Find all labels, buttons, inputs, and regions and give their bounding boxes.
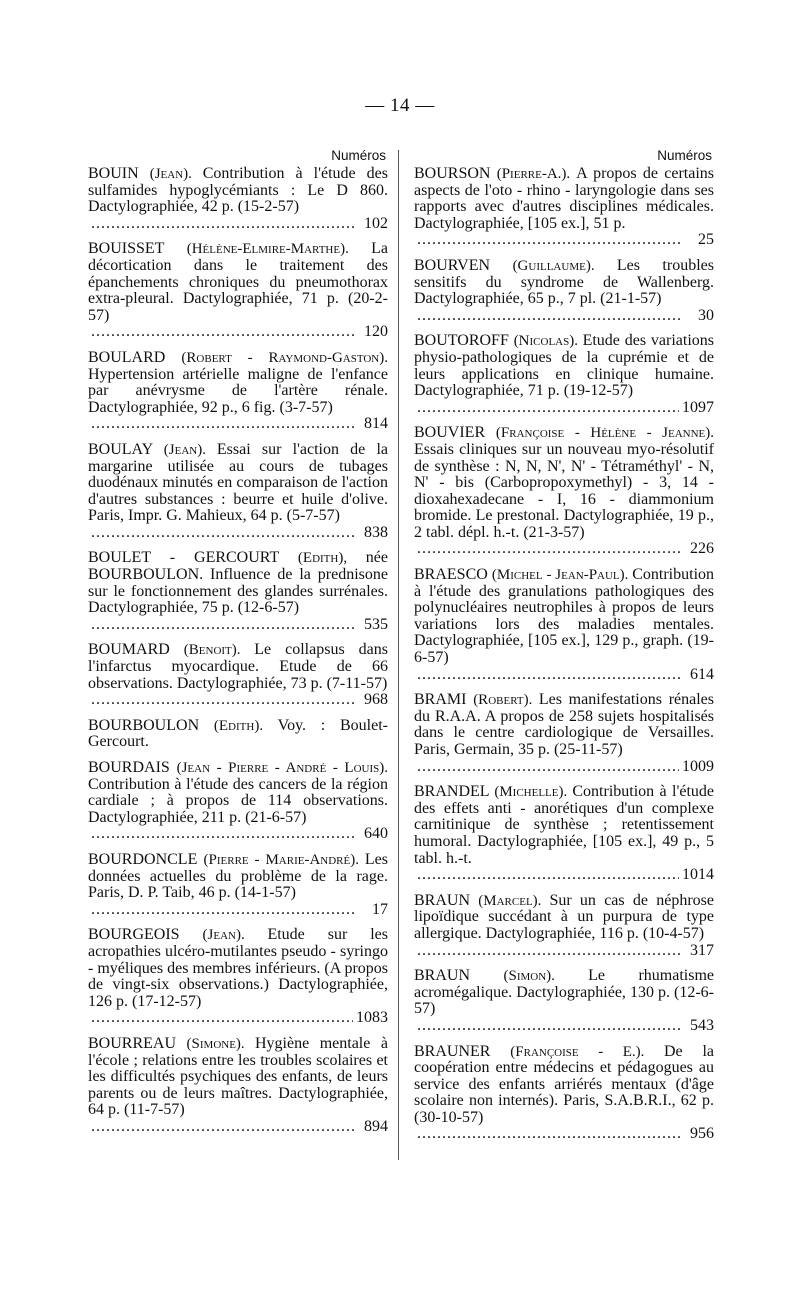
thesis-number: 838 <box>364 523 388 541</box>
index-entry <box>414 425 714 558</box>
author-surname: BOURGEOIS <box>88 926 203 944</box>
thesis-description: Hypertension artérielle maligne de l'enfance par anévrysme de l'artère rénale. Dactylographiée, 92 p., 6 fig. (3-7-57) <box>88 365 388 416</box>
thesis-number: 614 <box>690 665 714 683</box>
index-entry <box>88 442 388 542</box>
leader-dots <box>91 692 357 709</box>
thesis-number: 25 <box>698 231 714 249</box>
leader-dots <box>91 216 357 233</box>
leader-dots <box>417 667 683 684</box>
index-entry <box>88 718 388 751</box>
thesis-number: 102 <box>364 214 388 232</box>
author-given-names: (Guillaume). <box>512 257 617 274</box>
thesis-number: 226 <box>690 540 714 558</box>
thesis-number: 543 <box>690 1016 714 1034</box>
index-entry <box>88 760 388 843</box>
column-header: Numéros <box>657 148 712 163</box>
leader-dots <box>91 1119 357 1136</box>
thesis-number: 814 <box>364 415 388 433</box>
author-given-names: (Edith). <box>213 717 278 734</box>
thesis-description: Contribution à l'étude des sulfamides hypoglycémiants : Le D 860. Dactylographiée, 42 p. (15-2-57) <box>88 165 389 216</box>
index-entry <box>88 852 388 918</box>
thesis-description: Les troubles sensitifs du syndrome de Wallenberg. Dactylographiée, 65 p., 7 pl. (21-1-57) <box>414 256 714 308</box>
author-surname: BOURREAU <box>88 1034 187 1052</box>
thesis-number: 317 <box>690 941 714 959</box>
column-divider <box>398 150 399 1160</box>
author-given-names: (Robert - Raymond-Gaston). <box>181 349 388 366</box>
author-given-names: (Edith), <box>297 550 366 567</box>
thesis-number: 894 <box>364 1117 388 1135</box>
author-surname: BOURDAIS <box>88 759 177 776</box>
author-surname: BOULARD <box>88 348 182 366</box>
author-surname: BOULAY <box>88 440 164 458</box>
author-given-names: (Françoise - E.). <box>510 1043 664 1060</box>
index-entry <box>414 333 714 416</box>
author-surname: BOUTOROFF <box>414 332 514 350</box>
index-entry <box>414 1044 714 1144</box>
thesis-number: 956 <box>690 1125 714 1143</box>
author-given-names: (Nicolas). <box>513 333 583 350</box>
leader-dots <box>91 902 357 919</box>
leader-dots <box>91 324 357 341</box>
author-given-names: (Marcel). <box>478 892 550 909</box>
leader-dots <box>91 826 357 843</box>
author-given-names: (Hélène-Elmire-Marthe). <box>186 241 372 258</box>
right-column <box>414 148 714 1152</box>
thesis-description: Les données actuelles du problème de la rage. Paris, D. P. Taib, 46 p. (14-1-57) <box>88 850 389 902</box>
leader-dots <box>417 759 679 776</box>
thesis-description: Essais cliniques sur un nouveau myo-résolutif de synthèse : N, N, N', N' - Tétraméthyl' - N, N' - bis (Carbopropoxymethyl) - 3, 14 - dioxahexadecane - I, 16 - diammonium bromide. Le prestonal. Dactylographiée, 19 p., 2 tabl. dépl. h.-t. (21-3-57) <box>414 440 714 541</box>
thesis-description: Etude sur les acropathies ulcéro-mutilantes pseudo - syringo - myéliques des membres inférieurs. (A propos de vingt-six observations.) Dactylographiée, 126 p. (17-12-57) <box>88 926 389 1010</box>
author-given-names: (Simon). <box>503 968 589 985</box>
author-given-names: (Michelle). <box>494 784 573 801</box>
author-given-names: (Jean). <box>163 441 217 458</box>
thesis-description: Voy. : Boulet-Gercourt. <box>88 716 388 751</box>
leader-dots <box>91 617 357 634</box>
author-given-names: (Benoit). <box>183 642 255 659</box>
leader-dots <box>417 541 683 558</box>
leader-dots <box>417 308 683 325</box>
thesis-description: Contribution à l'étude des cancers de la région cardiale ; à propos de 114 observations. Dactylographiée, 211 p. (21-6-57) <box>88 775 388 826</box>
index-entry <box>88 1036 388 1136</box>
thesis-number: 535 <box>364 615 388 633</box>
index-entry <box>414 166 714 249</box>
thesis-description: Hygiène mentale à l'école ; relations entre les troubles scolaires et les difficultés psychiques des enfants, de leurs parents ou de leurs maîtres. Dactylographiée, 64 p. (11-7-57) <box>88 1034 388 1119</box>
author-surname: BOULET - GERCOURT <box>88 549 298 567</box>
author-given-names: (Jean). <box>202 927 268 944</box>
index-entry <box>88 642 388 708</box>
author-given-names: (Robert). <box>473 692 539 709</box>
leader-dots <box>417 1018 683 1035</box>
thesis-description: Etude des variations physio-pathologiques de la cuprémie et de leurs applications en clinique humaine. Dactylographiée, 71 p. (19-12-57) <box>414 332 714 400</box>
author-surname: BOUIN <box>88 165 150 182</box>
thesis-number: 120 <box>364 323 388 341</box>
thesis-description: Le collapsus dans l'infarctus myocardique. Etude de 66 observations. Dactylographiée, 73 p. (7-11-57) <box>88 641 388 692</box>
thesis-number: 30 <box>698 306 714 324</box>
thesis-description: Contribution à l'étude des effets anti - anorétiques d'un complexe carnitinique de synthèse ; retentissement humoral. Dactylographiée, [105 ex.], 49 p., 5 tabl. h.-t. <box>414 783 714 867</box>
thesis-number: 640 <box>364 825 388 843</box>
leader-dots <box>417 400 679 417</box>
thesis-description: Essai sur l'action de la margarine utilisée au cours de tubages duodénaux minutés en comparaison de l'action d'autres substances : beurre et huile d'olive. Paris, Impr. G. Mahieux, 64 p. (5-7-57) <box>88 440 388 525</box>
thesis-number: 968 <box>364 691 388 709</box>
leader-dots <box>417 1126 683 1143</box>
author-surname: BRAUNER <box>414 1042 511 1060</box>
thesis-description: De la coopération entre médecins et pédagogues au service des enfants arriérés mentaux (d'âge scolaire non internés). Paris, S.A.B.R.I., 62 p. (30-10-57) <box>414 1042 715 1126</box>
author-given-names: (Simone). <box>186 1035 255 1052</box>
author-given-names: (Pierre - Marie-André). <box>203 851 365 868</box>
thesis-number: 1009 <box>682 757 714 775</box>
author-given-names: (Françoise - Hélène - Jeanne). <box>495 425 714 442</box>
leader-dots <box>417 943 683 960</box>
author-surname: BRAMI <box>414 691 474 709</box>
author-surname: BOURDONCLE <box>88 850 204 868</box>
author-surname: BRAUN <box>414 891 479 909</box>
author-surname: BOUMARD <box>88 641 184 659</box>
leader-dots <box>417 867 679 884</box>
thesis-description: La décortication dans le traitement des épanchements chroniques du pneumothorax extra-pleural. Dactylographiée, 71 p. (20-2-57) <box>88 240 388 324</box>
thesis-number: 1097 <box>682 398 714 416</box>
thesis-number: 1083 <box>356 1009 388 1027</box>
thesis-description: Contribution à l'étude des granulations pathologiques des polynucléaires neutrophiles à propos de leurs variations lors des maladies mentales. Dactylographiée, [105 ex.], 129 p., graph. (19-6-57) <box>414 566 715 667</box>
thesis-number: 1014 <box>682 866 714 884</box>
author-given-names: (Jean - Pierre - André - Louis). <box>176 760 388 776</box>
index-entry <box>414 258 714 324</box>
index-entry <box>88 241 388 341</box>
index-entry <box>88 166 388 232</box>
index-entry <box>88 550 388 633</box>
index-entry <box>88 350 388 433</box>
thesis-description: née BOURBOULON. Influence de la prednisone sur le fonctionnement des glandes surrénales. Dactylographiée, 75 p. (12-6-57) <box>88 549 388 617</box>
leader-dots <box>91 416 357 433</box>
author-surname: BOUVIER <box>414 424 496 442</box>
author-surname: BOURSON <box>414 165 497 182</box>
index-entry <box>414 784 714 884</box>
author-surname: BRAESCO <box>414 566 492 584</box>
author-surname: BOUISSET <box>88 240 187 258</box>
thesis-number: 17 <box>372 900 388 918</box>
thesis-description: Sur un cas de néphrose lipoïdique succédant à un purpura de type allergique. Dactylographiée, 116 p. (10-4-57) <box>414 891 715 942</box>
author-given-names: (Pierre-A.). <box>496 166 577 182</box>
author-given-names: (Michel - Jean-Paul). <box>491 567 633 584</box>
thesis-description: A propos de certains aspects de l'oto - rhino - laryngologie dans ses rapports avec d'autres disciplines médicales. Dactylographiée, [105 ex.], 51 p. <box>414 165 715 232</box>
leader-dots <box>417 232 683 249</box>
index-entry <box>414 893 714 959</box>
index-entry <box>414 692 714 775</box>
author-surname: BOURBOULON <box>88 716 214 734</box>
thesis-description: Le rhumatisme acromégalique. Dactylographiée, 130 p. (12-6-57) <box>414 967 715 1018</box>
index-entry <box>414 968 714 1034</box>
thesis-description: Les manifestations rénales du R.A.A. A propos de 258 sujets hospitalisés dans le centre cardiologique de Versailles. Paris, Germain, 35 p. (25-11-57) <box>414 691 714 758</box>
author-surname: BRAUN <box>414 967 504 985</box>
column-header: Numéros <box>331 148 386 163</box>
index-entry <box>88 927 388 1027</box>
author-surname: BOURVEN <box>414 256 513 274</box>
leader-dots <box>91 525 357 542</box>
author-given-names: (Jean). <box>149 166 203 182</box>
left-column <box>88 148 388 1144</box>
author-surname: BRANDEL <box>414 783 495 801</box>
page-number: — 14 — <box>365 95 435 116</box>
index-entry <box>414 567 714 683</box>
leader-dots <box>91 1010 353 1027</box>
